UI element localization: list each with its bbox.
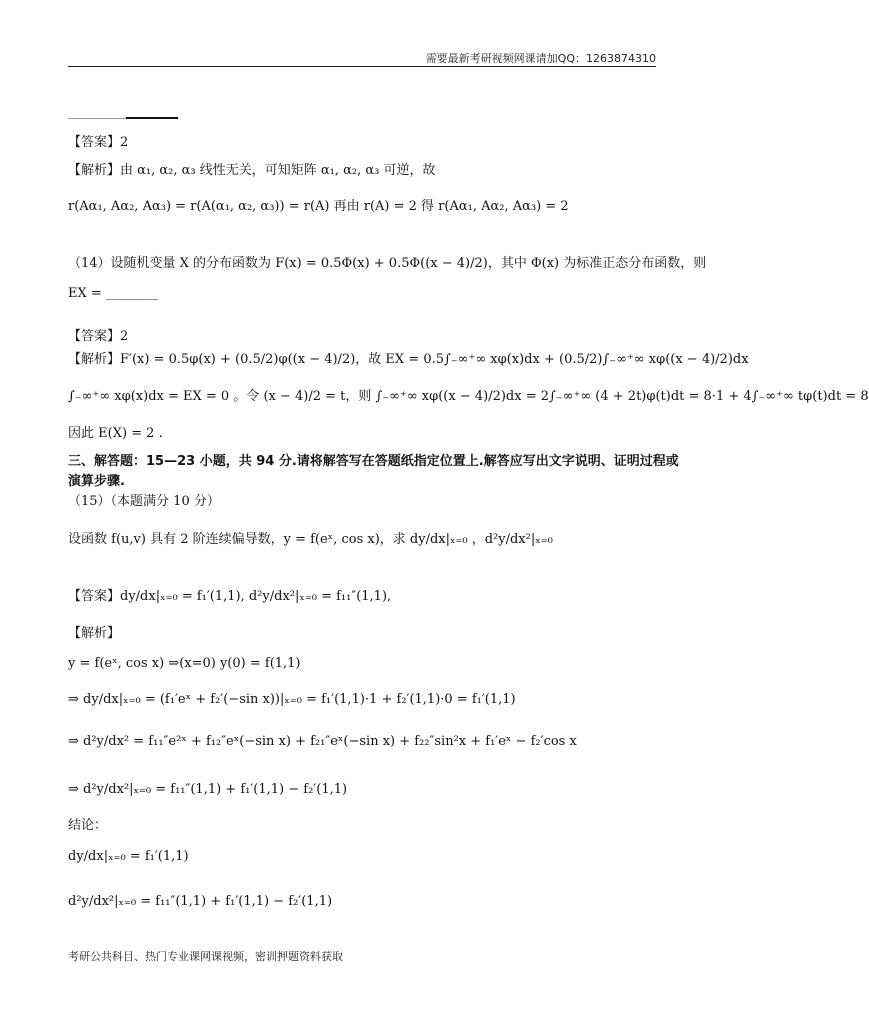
text-line: EX = ________	[68, 286, 158, 301]
text-line: 演算步骤.	[68, 474, 125, 489]
text-line: 【答案】dy/dx|ₓ₌₀ = f₁′(1,1), d²y/dx²|ₓ₌₀ = f₁₁″(1,1),	[68, 589, 392, 604]
text-line: ⇒ d²y/dx²|ₓ₌₀ = f₁₁″(1,1) + f₁′(1,1) − f₂′(1,1)	[68, 782, 348, 797]
text-line: 三、解答题：15—23 小题，共 94 分.请将解答写在答题纸指定位置上.解答应写出文字说明、证明过程或	[68, 454, 679, 469]
text-line: 设函数 f(u,v) 具有 2 阶连续偏导数，y = f(eˣ, cos x)，求 dy/dx|ₓ₌₀ ，d²y/dx²|ₓ₌₀	[68, 532, 553, 547]
page-header: 需要最新考研视频网课请加QQ：1263874310	[425, 52, 656, 65]
text-line: （14）设随机变量 X 的分布函数为 F(x) = 0.5Φ(x) + 0.5Φ((x − 4)/2)，其中 Φ(x) 为标准正态分布函数，则	[68, 256, 707, 271]
text-line: 【解析】F′(x) = 0.5φ(x) + (0.5/2)φ((x − 4)/2)，故 EX = 0.5∫₋∞⁺∞ xφ(x)dx + (0.5/2)∫₋∞⁺∞ xφ((x − 4)/2)dx	[68, 352, 749, 367]
text-line: d²y/dx²|ₓ₌₀ = f₁₁″(1,1) + f₁′(1,1) − f₂′(1,1)	[68, 894, 333, 909]
text-line: ⇒ dy/dx|ₓ₌₀ = (f₁′eˣ + f₂′(−sin x))|ₓ₌₀ = f₁′(1,1)·1 + f₂′(1,1)·0 = f₁′(1,1)	[68, 692, 516, 707]
text-line: ⇒ d²y/dx² = f₁₁″e²ˣ + f₁₂″eˣ(−sin x) + f₂₁″eˣ(−sin x) + f₂₂″sin²x + f₁′eˣ − f₂′cos x	[68, 734, 577, 749]
text-line: 【解析】由 α₁, α₂, α₃ 线性无关，可知矩阵 α₁, α₂, α₃ 可逆，故	[68, 163, 436, 178]
text-line: 【答案】2	[68, 329, 129, 344]
page-footer: 考研公共科目、热门专业课网课视频，密训押题资料获取	[68, 950, 343, 963]
text-line: y = f(eˣ, cos x) ⇒(x=0) y(0) = f(1,1)	[68, 656, 301, 671]
text-line: 结论：	[68, 818, 108, 833]
text-line: （15）（本题满分 10 分）	[68, 494, 220, 509]
text-line: 【解析】	[68, 626, 121, 641]
answer-blank-underline	[68, 118, 178, 119]
text-line: r(Aα₁, Aα₂, Aα₃) = r(A(α₁, α₂, α₃)) = r(A) 再由 r(A) = 2 得 r(Aα₁, Aα₂, Aα₃) = 2	[68, 199, 569, 214]
text-line: 因此 E(X) = 2 .	[68, 426, 163, 441]
text-line: dy/dx|ₓ₌₀ = f₁′(1,1)	[68, 849, 189, 864]
header-divider	[68, 66, 656, 67]
text-line: ∫₋∞⁺∞ xφ(x)dx = EX = 0 。令 (x − 4)/2 = t，则 ∫₋∞⁺∞ xφ((x − 4)/2)dx = 2∫₋∞⁺∞ (4 + 2t)φ(t)dt = 8·1 + 4∫₋∞⁺∞ tφ(t)dt = 8	[68, 389, 869, 404]
text-line: 【答案】2	[68, 135, 129, 150]
